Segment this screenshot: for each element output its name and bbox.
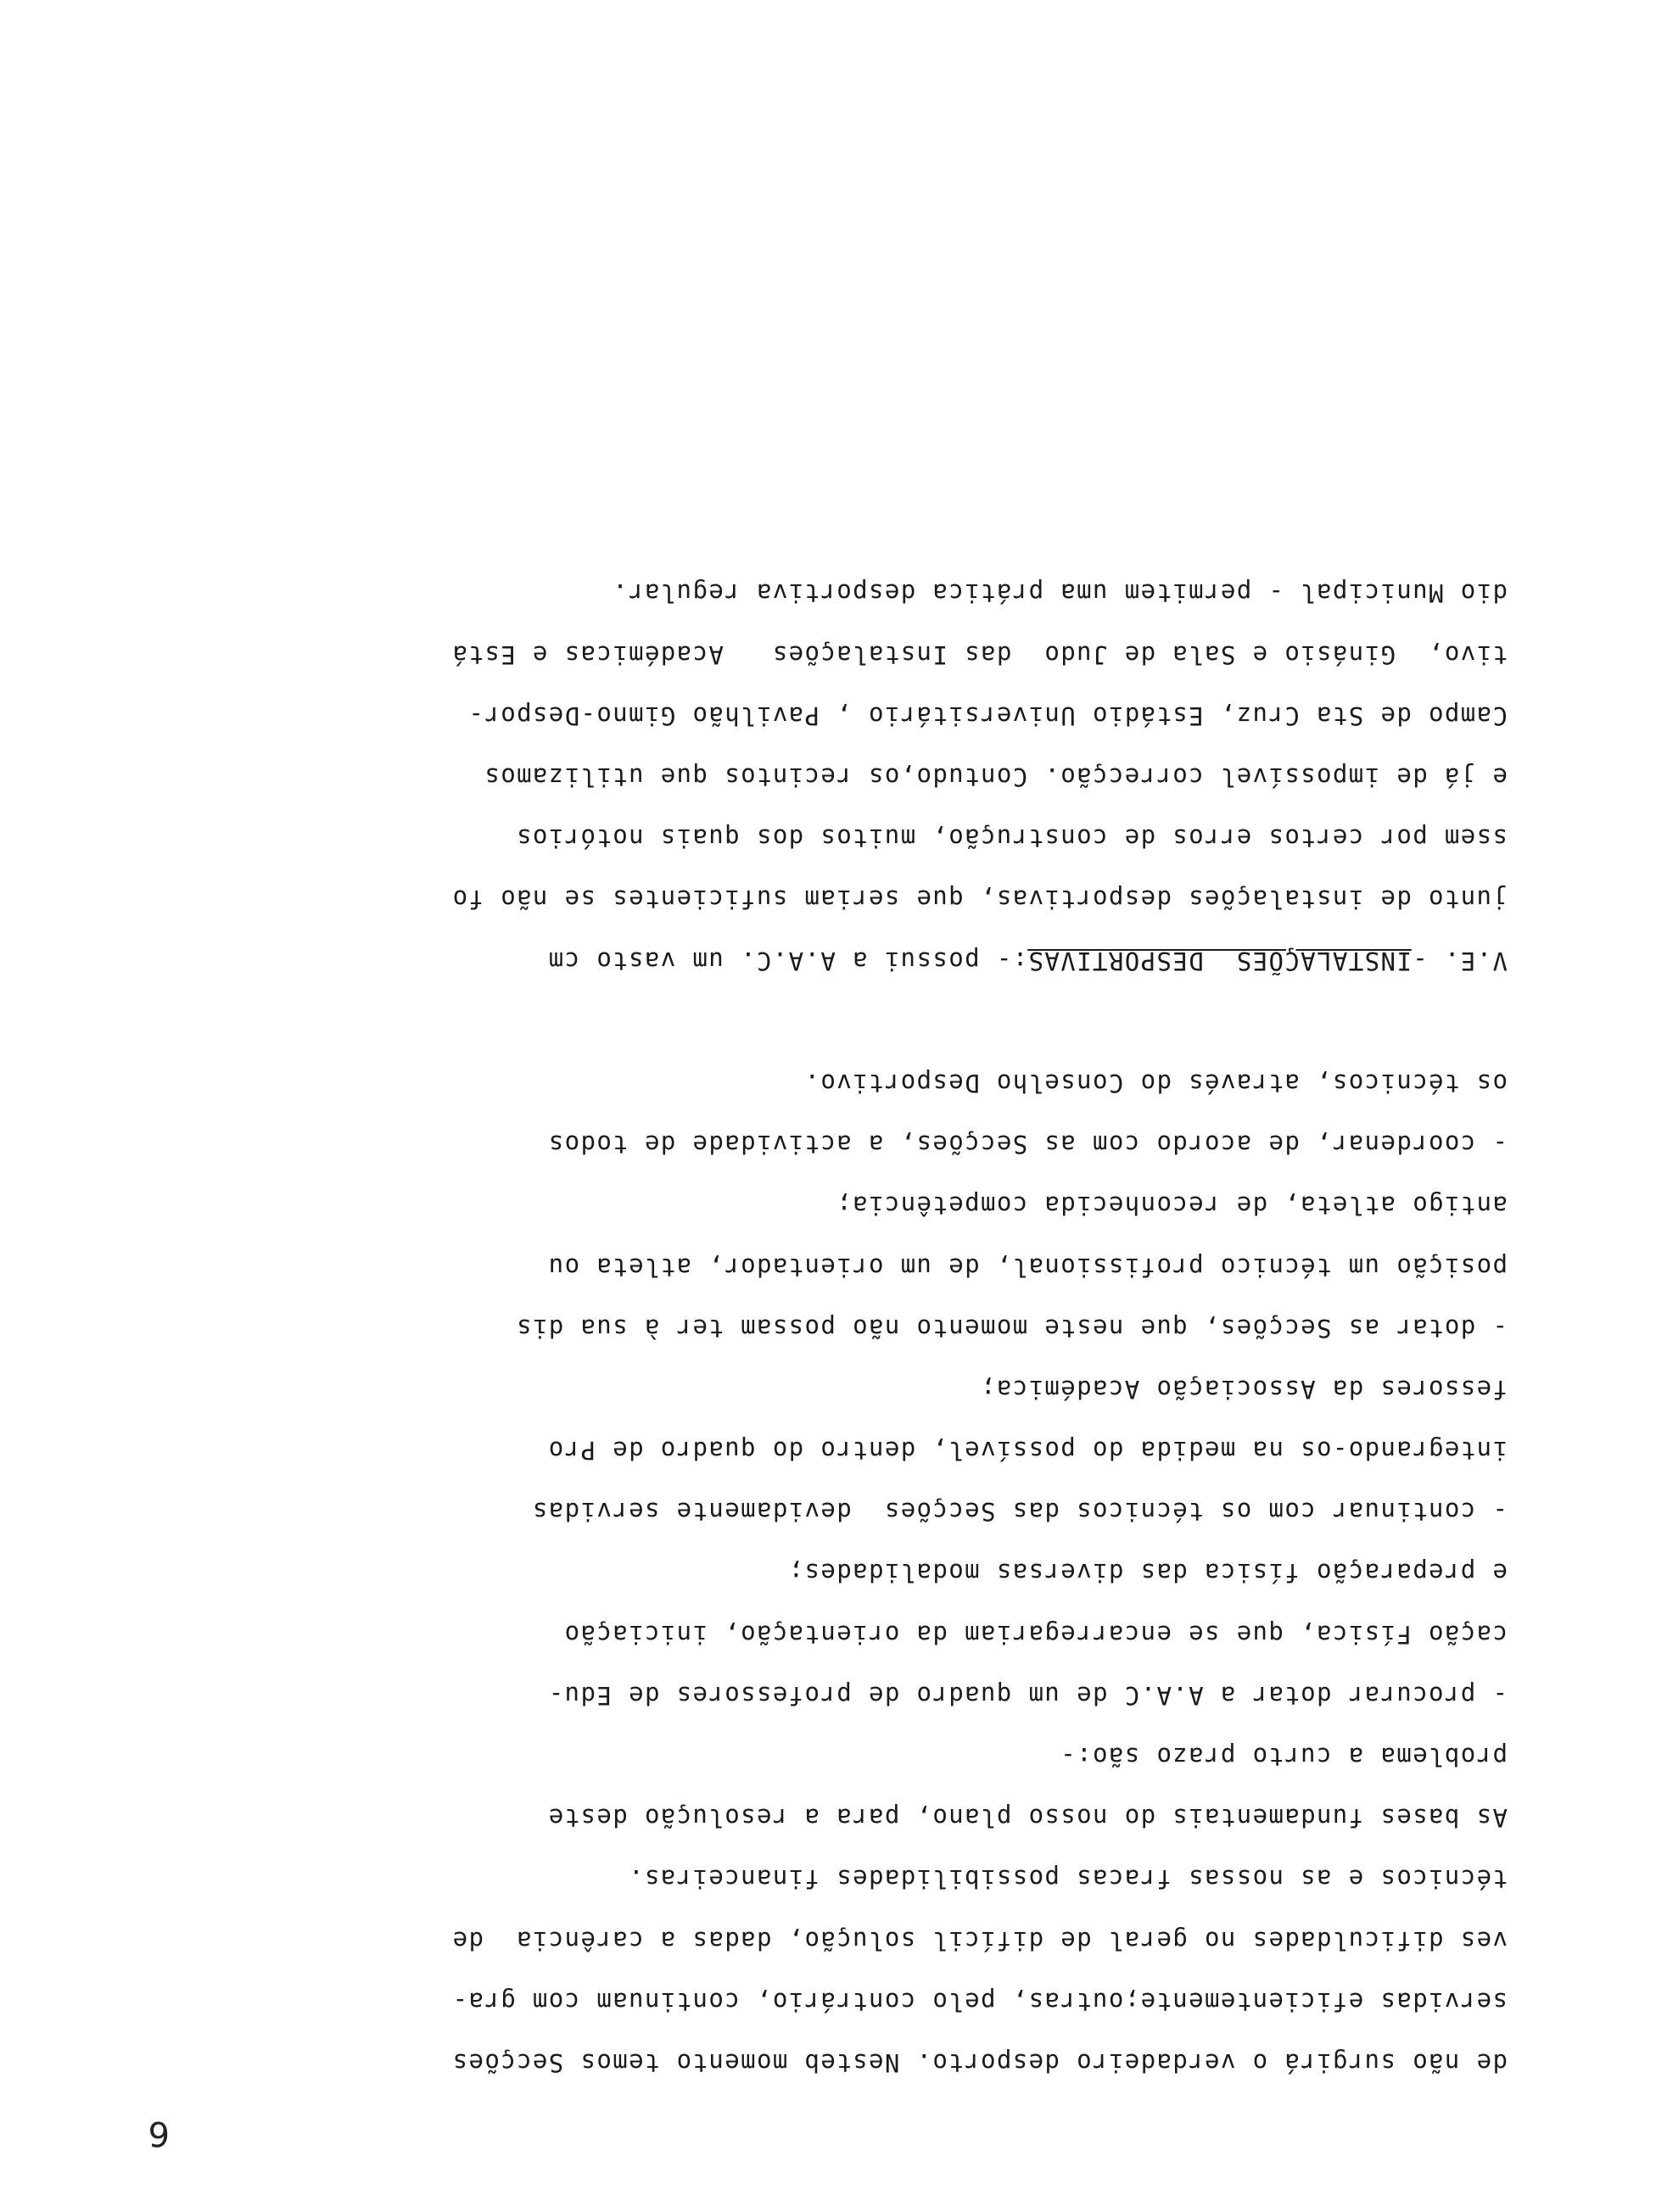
page-number: 6 — [148, 2114, 170, 2153]
text-line: e preparação física das diversas modalidades; — [787, 1558, 1508, 1588]
text-line: As bases fundamentais do nosso plano, para a resolução deste — [547, 1803, 1508, 1833]
text-line: - procurar dotar a A.A.C de um quadro de professores de Edu- — [547, 1680, 1508, 1710]
heading-title: INSTALAÇÕES DESPORTIVAS — [1027, 946, 1412, 975]
paragraph-gap — [116, 991, 1508, 1053]
text-line: antigo atleta, de reconhecida competência; — [835, 1191, 1508, 1221]
text-line: cação Física, que se encarregariam da orientação, iniciação — [563, 1619, 1508, 1649]
text-line: dio Municipal - permitem uma prática desportiva regular. — [611, 578, 1508, 608]
text-line: posição um técnico profissional, de um orientador, atleta ou — [547, 1252, 1508, 1282]
heading-suffix: :- possui a A.A.C. um vasto cm — [547, 946, 1028, 975]
text-line: ssem por certos erros de construção, muitos dos quais notórios — [515, 824, 1508, 853]
body-text — [116, 562, 1508, 2093]
text-line: servidas eficientemente;outras, pelo contrário, continuam com gra- — [451, 1986, 1508, 2016]
text-line: - coordenar, de acordo com as Secções, a actividade de todos — [547, 1130, 1508, 1159]
text-line: - continuar com os técnicos das Secções devidamente servidas — [531, 1497, 1508, 1527]
heading-prefix: V.E. - — [1411, 946, 1508, 975]
text-line: Campo de Sta Cruz, Estádio Universitário , Pavilhão Gimno-Despor- — [467, 701, 1508, 730]
text-line: os técnicos, através do Conselho Desportivo. — [803, 1069, 1508, 1098]
text-line: técnicos e as nossas fracas possibilidades financeiras. — [627, 1864, 1508, 1894]
text-line: e já de impossível correcção. Contudo,os recintos que utilizamos — [483, 762, 1508, 792]
section-heading-line — [116, 930, 1508, 991]
text-line: - dotar as Secções, que neste momento não possam ter à sua dis — [515, 1313, 1508, 1343]
text-line: fessores da Associação Académica; — [979, 1374, 1508, 1404]
text-line: junto de instalações desportivas, que seriam suficientes se não fo — [451, 885, 1508, 914]
text-line: integrando-os na medida do possível, dentro do quadro de Pro — [547, 1436, 1508, 1466]
text-line: tivo, Ginásio e Sala de Judo das Instalações Académicas e Está — [451, 640, 1508, 669]
text-line: de não surgirá o verdadeiro desporto. Nesteb momento temos Secções — [451, 2048, 1508, 2077]
text-line: ves dificuldades no geral de difícil solução, dadas a carência de — [451, 1925, 1508, 1955]
text-line: problema a curto prazo são:- — [1059, 1742, 1508, 1772]
